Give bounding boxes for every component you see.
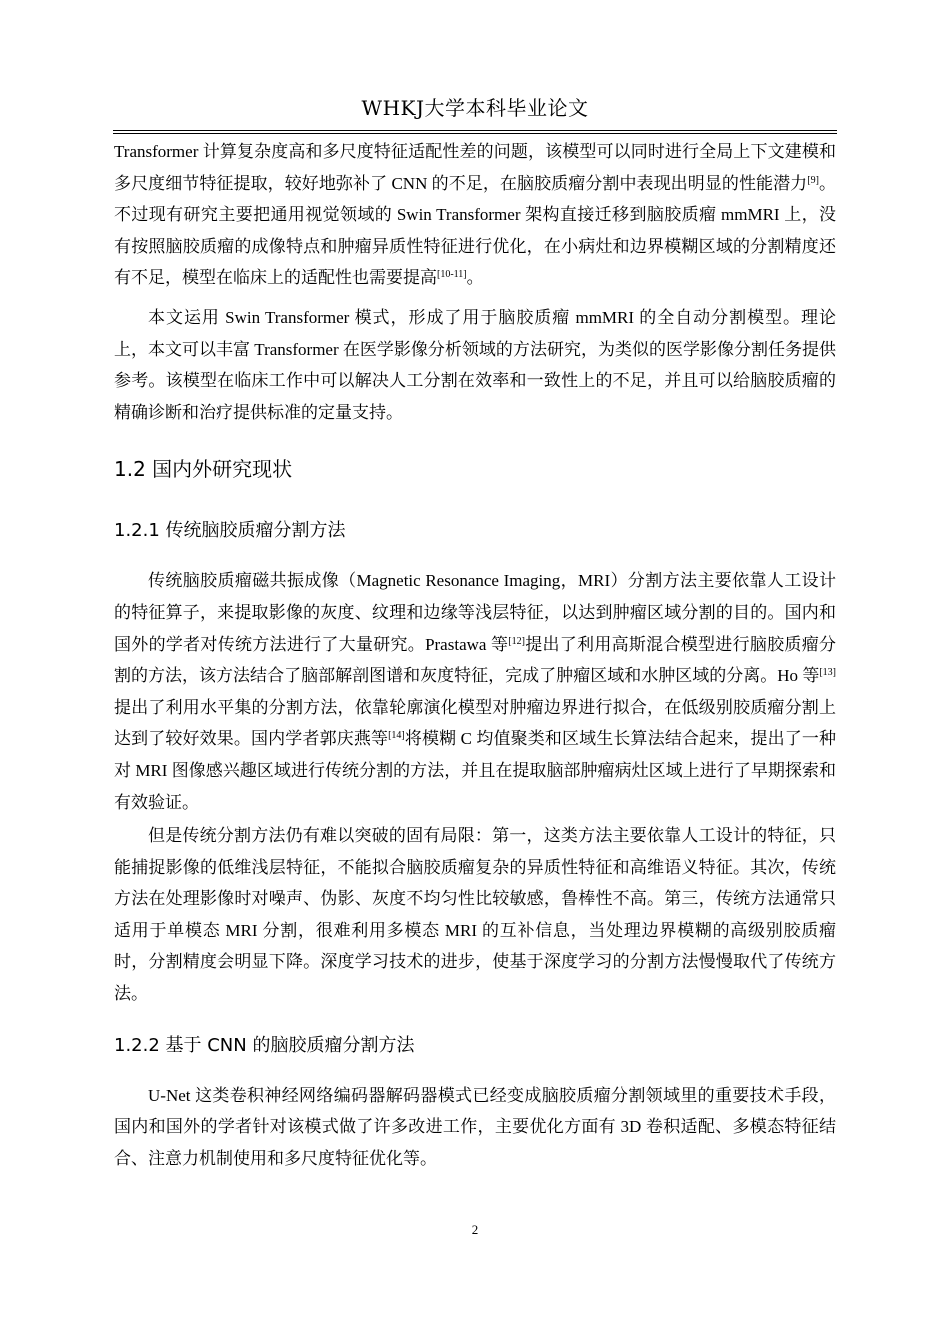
text-run: 。: [466, 268, 484, 288]
header-rule: [113, 130, 837, 131]
citation: [13]: [819, 667, 836, 679]
subsection-heading: 1.2.2 基于 CNN 的脑胶质瘤分割方法: [114, 1034, 415, 1056]
citation: [12]: [508, 635, 525, 647]
page-number: 2: [471, 1222, 479, 1237]
subsection-heading: 1.2.1 传统脑胶质瘤分割方法: [114, 520, 346, 542]
text-run: 提出了利用高斯混合模型进行脑胶质瘤分割的方法，该方法结合了脑部解剖图谱和灰度特征，完成了肿瘤区域和水肿区域的分离。Ho 等: [114, 634, 836, 686]
text-run: 传统脑胶质瘤磁共振成像（Magnetic Resonance Imaging，MRI）分割方法主要依靠人工设计的特征算子，来提取影像的灰度、纹理和边缘等浅层特征，以达到肿瘤区域分割的目的。国内和国外的学者对传统方法进行了大量研究。Prastawa 等: [114, 571, 836, 654]
citation: [14]: [388, 730, 405, 742]
running-header-title: WHKJ大学本科毕业论文: [361, 96, 589, 120]
paragraph-continuation: [114, 136, 836, 294]
paragraph: [114, 565, 836, 818]
section-heading: 1.2 国内外研究现状: [114, 457, 293, 482]
paragraph: U-Net 这类卷积神经网络编码器解码器模式已经变成脑胶质瘤分割领域里的重要技术手段，国内和国外的学者针对该模式做了许多改进工作，主要优化方面有 3D 卷积适配、多模态特征结合、注意力机制使用和多尺度特征优化等。: [114, 1085, 836, 1168]
text-run: 。不过现有研究主要把通用视觉领域的 Swin Transformer 架构直接迁移到脑胶质瘤 mmMRI 上，没有按照脑胶质瘤的成像特点和肿瘤异质性特征进行优化，在小病灶和边界模糊区域的分割精度还有不足，模型在临床上的适配性也需要提高: [114, 173, 836, 288]
text-run: 提出了利用水平集的分割方法，依靠轮廓演化模型对肿瘤边界进行拟合，在低级别胶质瘤分割上达到了较好效果。国内学者郭庆燕等: [114, 697, 836, 749]
paragraph: 但是传统分割方法仍有难以突破的固有局限：第一，这类方法主要依靠人工设计的特征，只能捕捉影像的低维浅层特征，不能拟合脑胶质瘤复杂的异质性特征和高维语义特征。其次，传统方法在处理影像时对噪声、伪影、灰度不均匀性比较敏感，鲁棒性不高。第三，传统方法通常只适用于单模态 MRI 分割，很难利用多模态 MRI 的互补信息，当处理边界模糊的高级别胶质瘤时，分割精度会明显下降。深度学习技术的进步，使基于深度学习的分割方法慢慢取代了传统方法。: [114, 826, 836, 1004]
text-run: 将模糊 C 均值聚类和区域生长算法结合起来，提出了一种对 MRI 图像感兴趣区域进行传统分割的方法，并且在提取脑部肿瘤病灶区域上进行了早期探索和有效验证。: [114, 729, 836, 812]
body-text: [114, 136, 836, 1174]
citation: [10-11]: [437, 269, 467, 281]
paragraph: 本文运用 Swin Transformer 模式，形成了用于脑胶质瘤 mmMRI 的全自动分割模型。理论上，本文可以丰富 Transformer 在医学影像分析领域的方法研究，为类似的医学影像分割任务提供参考。该模型在临床工作中可以解决人工分割在效率和一致性上的不足，并且可以给脑胶质瘤的精确诊断和治疗提供标准的定量支持。: [114, 307, 836, 422]
header-rule-thin: [113, 133, 837, 134]
citation: [9]: [807, 174, 819, 186]
text-run: Transformer 计算复杂度高和多尺度特征适配性差的问题，该模型可以同时进行全局上下文建模和多尺度细节特征提取，较好地弥补了 CNN 的不足，在脑胶质瘤分割中表现出明显的性能潜力: [114, 142, 836, 193]
